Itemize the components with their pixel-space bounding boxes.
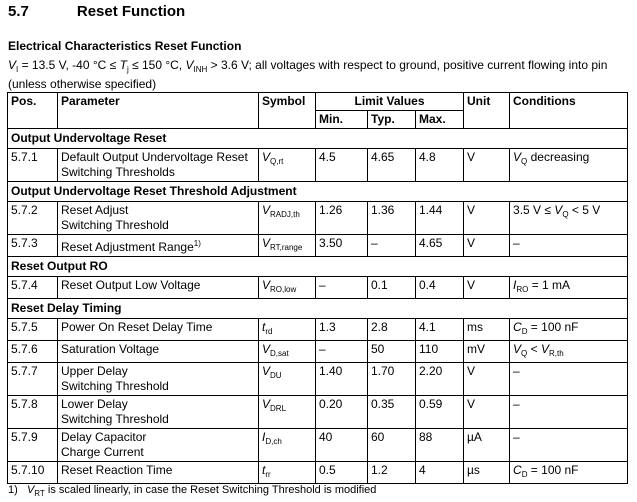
row-max: 110 (416, 341, 464, 363)
row-max: 88 (416, 429, 464, 462)
table-row (8, 462, 628, 484)
group-title: Output Undervoltage Reset (8, 129, 628, 149)
group-header-row (8, 299, 628, 319)
row-conditions: – (510, 363, 628, 396)
row-symbol: $V_{DRL}$ (259, 396, 316, 429)
row-unit: mV (464, 341, 510, 363)
row-pos: 5.7.4 (8, 277, 58, 299)
section-title: Reset Function (76, 3, 186, 20)
footnote: 1) $V_{RT}$ is scaled linearly, in case the Reset Switching Threshold is modified (8, 484, 377, 498)
header-unit: Unit (464, 93, 510, 129)
row-parameter: Default Output Undervoltage Reset Switching Thresholds (58, 149, 259, 182)
table-row (8, 277, 628, 299)
row-min: 0.20 (316, 396, 368, 429)
table-row (8, 341, 628, 363)
row-max: 0.59 (416, 396, 464, 429)
row-symbol: $t_{rd}$ (259, 319, 316, 341)
row-unit: V (464, 202, 510, 235)
table-row (8, 396, 628, 429)
header-typ: Typ. (368, 111, 416, 129)
row-typ: 0.35 (368, 396, 416, 429)
table-row (8, 319, 628, 341)
row-typ: 4.65 (368, 149, 416, 182)
row-symbol: $V_{Q,rt}$ (259, 149, 316, 182)
row-pos: 5.7.9 (8, 429, 58, 462)
row-max: 4.1 (416, 319, 464, 341)
row-typ: 0.1 (368, 277, 416, 299)
row-pos: 5.7.8 (8, 396, 58, 429)
row-max: 1.44 (416, 202, 464, 235)
row-parameter: Reset Adjust Switching Threshold (58, 202, 259, 235)
row-min: 0.5 (316, 462, 368, 484)
table-row (8, 429, 628, 462)
group-title: Reset Output RO (8, 257, 628, 277)
row-parameter: Reset Adjustment Range$^{1)}$ (58, 235, 259, 257)
row-conditions: $V_Q < V_{R,th}$ (510, 341, 628, 363)
header-limit-values: Limit Values (316, 93, 464, 111)
row-typ: 1.36 (368, 202, 416, 235)
table-title: Electrical Characteristics Reset Function (8, 39, 242, 53)
row-min: 1.26 (316, 202, 368, 235)
row-typ: 60 (368, 429, 416, 462)
header-min: Min. (316, 111, 368, 129)
table-header-row (8, 93, 628, 111)
row-min: 3.50 (316, 235, 368, 257)
row-min: 1.40 (316, 363, 368, 396)
row-conditions: – (510, 235, 628, 257)
section-heading (8, 3, 185, 20)
group-header-row (8, 182, 628, 202)
row-pos: 5.7.2 (8, 202, 58, 235)
test-conditions: $V_I = 13.5$ V, -40 $^\circ C \le T_j \le 150$ °C, $V_{INH} > 3.6$ V; all voltages with respect to ground, positive current flowing into pin (unless otherwise specified) (8, 58, 608, 91)
row-max: 0.4 (416, 277, 464, 299)
row-symbol: $V_{DU}$ (259, 363, 316, 396)
row-conditions: $C_D = 100$ nF (510, 462, 628, 484)
row-unit: V (464, 363, 510, 396)
row-conditions: – (510, 396, 628, 429)
row-unit: V (464, 396, 510, 429)
row-parameter: Power On Reset Delay Time (58, 319, 259, 341)
row-pos: 5.7.3 (8, 235, 58, 257)
table-row (8, 149, 628, 182)
row-min: 4.5 (316, 149, 368, 182)
row-unit: ms (464, 319, 510, 341)
row-typ: – (368, 235, 416, 257)
row-pos: 5.7.5 (8, 319, 58, 341)
row-max: 4.8 (416, 149, 464, 182)
group-header-row (8, 257, 628, 277)
row-typ: 50 (368, 341, 416, 363)
row-min: – (316, 341, 368, 363)
row-pos: 5.7.6 (8, 341, 58, 363)
table-row (8, 202, 628, 235)
row-symbol: $V_{D,sat}$ (259, 341, 316, 363)
row-unit: µA (464, 429, 510, 462)
section-number: 5.7 (8, 3, 29, 20)
row-parameter: Reset Reaction Time (58, 462, 259, 484)
row-parameter: Lower Delay Switching Threshold (58, 396, 259, 429)
row-symbol: $V_{RT,range}$ (259, 235, 316, 257)
row-typ: 1.70 (368, 363, 416, 396)
row-pos: 5.7.10 (8, 462, 58, 484)
row-pos: 5.7.1 (8, 149, 58, 182)
row-min: 1.3 (316, 319, 368, 341)
row-parameter: Saturation Voltage (58, 341, 259, 363)
row-max: 4.65 (416, 235, 464, 257)
table-row (8, 235, 628, 257)
group-header-row (8, 129, 628, 149)
row-unit: V (464, 235, 510, 257)
row-unit: V (464, 149, 510, 182)
row-conditions: $V_Q$ decreasing (510, 149, 628, 182)
row-min: – (316, 277, 368, 299)
row-conditions: $C_D = 100$ nF (510, 319, 628, 341)
table-row (8, 363, 628, 396)
row-parameter: Delay Capacitor Charge Current (58, 429, 259, 462)
row-symbol: $I_{D,ch}$ (259, 429, 316, 462)
row-max: 4 (416, 462, 464, 484)
row-parameter: Reset Output Low Voltage (58, 277, 259, 299)
header-parameter: Parameter (58, 93, 259, 129)
row-typ: 2.8 (368, 319, 416, 341)
row-conditions: – (510, 429, 628, 462)
row-unit: µs (464, 462, 510, 484)
header-symbol: Symbol (259, 93, 316, 129)
row-conditions: $I_{RO} = 1$ mA (510, 277, 628, 299)
row-symbol: $V_{RADJ,th}$ (259, 202, 316, 235)
row-pos: 5.7.7 (8, 363, 58, 396)
spec-table (7, 92, 628, 484)
row-symbol: $V_{RO,low}$ (259, 277, 316, 299)
row-max: 2.20 (416, 363, 464, 396)
group-title: Output Undervoltage Reset Threshold Adjustment (8, 182, 628, 202)
row-parameter: Upper Delay Switching Threshold (58, 363, 259, 396)
row-unit: V (464, 277, 510, 299)
header-conditions: Conditions (510, 93, 628, 129)
row-typ: 1.2 (368, 462, 416, 484)
group-title: Reset Delay Timing (8, 299, 628, 319)
row-min: 40 (316, 429, 368, 462)
row-conditions: 3.5 $V \le V_Q < 5$ V (510, 202, 628, 235)
header-max: Max. (416, 111, 464, 129)
row-symbol: $t_{rr}$ (259, 462, 316, 484)
header-pos: Pos. (8, 93, 58, 129)
